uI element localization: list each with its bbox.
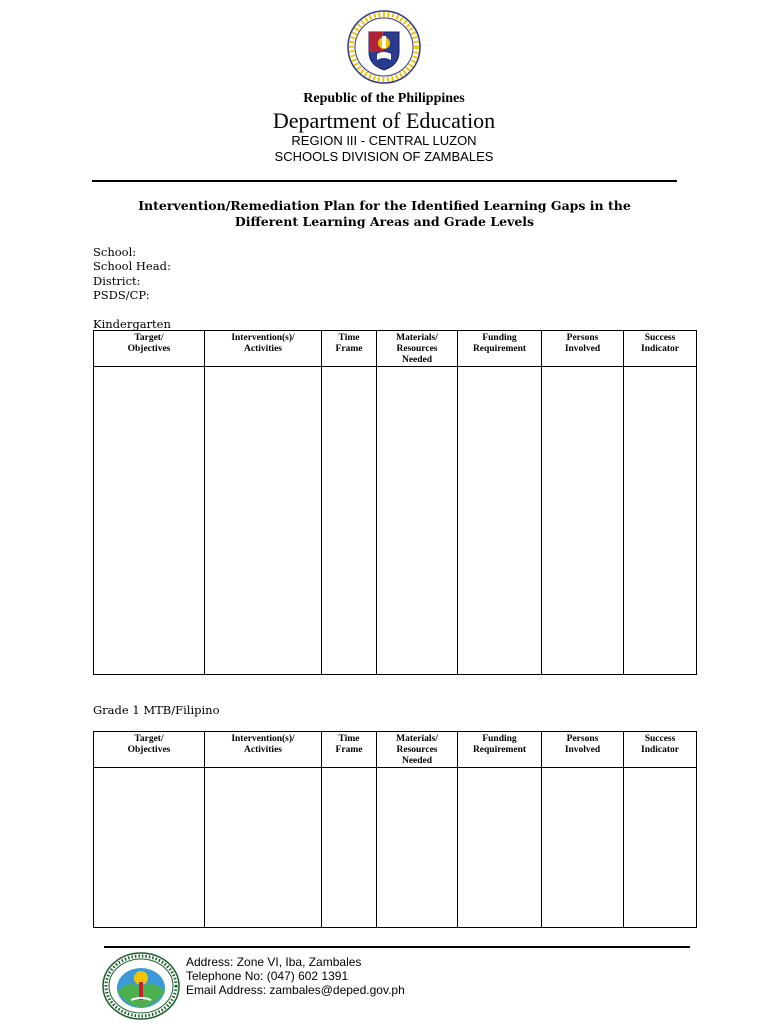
region-heading: REGION III - CENTRAL LUZON: [291, 133, 477, 148]
school-label: School:: [93, 245, 137, 259]
col-header-time-frame: Time Frame: [322, 331, 377, 367]
col-header-time-frame: Time Frame: [322, 732, 377, 768]
table-cell[interactable]: [624, 367, 697, 675]
table-header-row: [94, 732, 697, 768]
footer-address: Address: Zone VI, Iba, Zambales: [186, 955, 362, 969]
table-cell[interactable]: [94, 367, 205, 675]
table-cell[interactable]: [205, 768, 322, 928]
section-label-grade1: Grade 1 MTB/Filipino: [93, 703, 220, 717]
col-header-success: Success Indicator: [624, 732, 697, 768]
plan-title-line-1: Intervention/Remediation Plan for the Identified Learning Gaps in the: [138, 198, 631, 213]
district-label: District:: [93, 274, 141, 288]
table-cell[interactable]: [542, 367, 624, 675]
col-header-funding: Funding Requirement: [458, 331, 542, 367]
table-header-row: [94, 331, 697, 367]
table-cell[interactable]: [542, 768, 624, 928]
table-cell[interactable]: [205, 367, 322, 675]
table-cell[interactable]: [458, 367, 542, 675]
col-header-funding: Funding Requirement: [458, 732, 542, 768]
plan-table-kindergarten: [93, 330, 697, 675]
department-title: Department of Education: [272, 108, 496, 133]
plan-title-line-2: Different Learning Areas and Grade Levels: [234, 214, 535, 229]
col-header-persons: Persons Involved: [542, 331, 624, 367]
table-cell[interactable]: [377, 768, 458, 928]
table-cell[interactable]: [94, 768, 205, 928]
deped-seal-logo: [347, 10, 421, 84]
col-header-materials: Materials/ Resources Needed: [377, 732, 458, 768]
footer-telephone: Telephone No: (047) 602 1391: [186, 969, 349, 983]
division-heading: SCHOOLS DIVISION OF ZAMBALES: [274, 149, 494, 164]
table-cell[interactable]: [458, 768, 542, 928]
col-header-success: Success Indicator: [624, 331, 697, 367]
plan-title: [92, 198, 677, 230]
col-header-target: Target/ Objectives: [94, 732, 205, 768]
table-cell[interactable]: [322, 768, 377, 928]
header-divider: [92, 180, 677, 182]
school-head-label: School Head:: [93, 259, 171, 273]
footer-divider: [104, 946, 690, 948]
table-cell[interactable]: [624, 768, 697, 928]
psds-label: PSDS/CP:: [93, 288, 150, 302]
col-header-target: Target/ Objectives: [94, 331, 205, 367]
plan-table-grade1: [93, 731, 697, 928]
col-header-interventions: Intervention(s)/ Activities: [205, 732, 322, 768]
table-cell[interactable]: [377, 367, 458, 675]
table-row: [94, 367, 697, 675]
col-header-interventions: Intervention(s)/ Activities: [205, 331, 322, 367]
col-header-materials: Materials/ Resources Needed: [377, 331, 458, 367]
table-row: [94, 768, 697, 928]
table-cell[interactable]: [322, 367, 377, 675]
republic-heading: Republic of the Philippines: [303, 91, 465, 106]
col-header-persons: Persons Involved: [542, 732, 624, 768]
division-seal-logo: [101, 952, 181, 1020]
footer-email: Email Address: zambales@deped.gov.ph: [186, 983, 405, 997]
section-label-kindergarten: Kindergarten: [93, 317, 171, 331]
